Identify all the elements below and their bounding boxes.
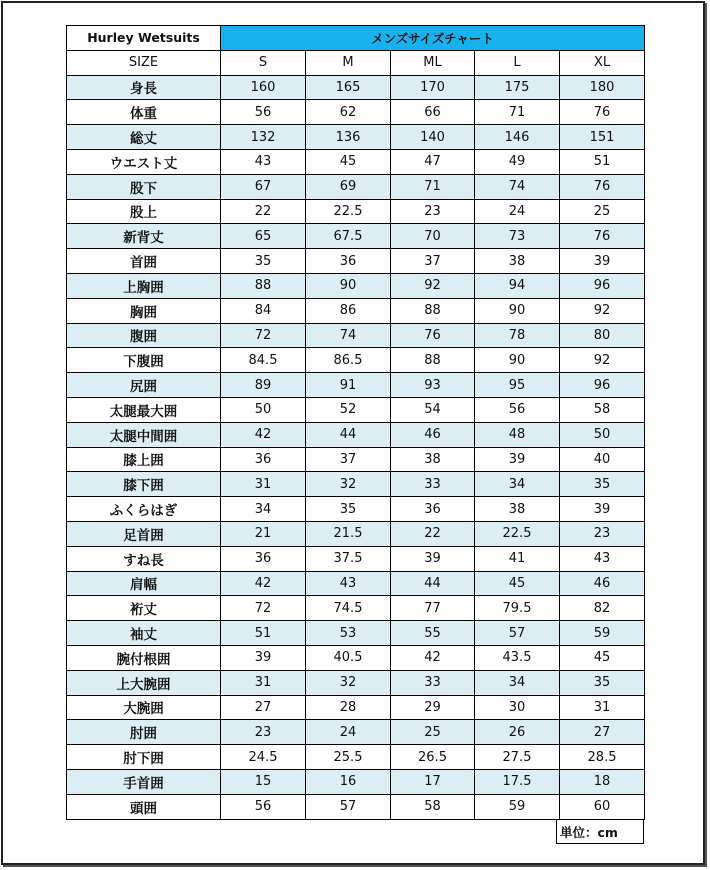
measurement-label: 裄丈	[67, 596, 221, 621]
table-row	[67, 497, 645, 522]
measurement-value: 67.5	[306, 224, 391, 249]
measurement-label: 首囲	[67, 249, 221, 274]
measurement-value: 56	[221, 794, 306, 819]
table-row	[67, 273, 645, 298]
measurement-value: 25.5	[306, 745, 391, 770]
measurement-value: 37	[391, 249, 475, 274]
measurement-value: 74	[475, 174, 560, 199]
measurement-value: 45	[560, 645, 645, 670]
measurement-value: 160	[221, 75, 306, 100]
measurement-value: 77	[391, 596, 475, 621]
measurement-value: 56	[221, 100, 306, 125]
table-row	[67, 670, 645, 695]
measurement-value: 35	[306, 497, 391, 522]
measurement-value: 44	[391, 571, 475, 596]
measurement-value: 34	[475, 670, 560, 695]
measurement-value: 146	[475, 125, 560, 150]
table-row	[67, 174, 645, 199]
chart-title: メンズサイズチャート	[221, 26, 645, 51]
measurement-value: 23	[391, 199, 475, 224]
measurement-value: 24.5	[221, 745, 306, 770]
measurement-value: 92	[391, 273, 475, 298]
measurement-value: 72	[221, 596, 306, 621]
measurement-value: 136	[306, 125, 391, 150]
measurement-value: 37.5	[306, 546, 391, 571]
measurement-label: 体重	[67, 100, 221, 125]
measurement-value: 94	[475, 273, 560, 298]
measurement-value: 90	[475, 298, 560, 323]
measurement-value: 71	[391, 174, 475, 199]
measurement-label: 総丈	[67, 125, 221, 150]
measurement-value: 59	[560, 621, 645, 646]
measurement-value: 165	[306, 75, 391, 100]
measurement-value: 22	[221, 199, 306, 224]
table-row	[67, 769, 645, 794]
measurement-value: 38	[475, 249, 560, 274]
measurement-value: 45	[306, 149, 391, 174]
measurement-value: 15	[221, 769, 306, 794]
measurement-value: 35	[560, 670, 645, 695]
measurement-value: 26.5	[391, 745, 475, 770]
table-row	[67, 224, 645, 249]
table-row	[67, 546, 645, 571]
measurement-value: 59	[475, 794, 560, 819]
table-row	[67, 298, 645, 323]
brand-name: Hurley Wetsuits	[67, 26, 221, 51]
measurement-label: 股上	[67, 199, 221, 224]
size-header-row	[67, 50, 645, 75]
measurement-value: 72	[221, 323, 306, 348]
measurement-value: 45	[475, 571, 560, 596]
measurement-value: 151	[560, 125, 645, 150]
measurement-label: 尻囲	[67, 373, 221, 398]
table-row	[67, 149, 645, 174]
measurement-value: 39	[475, 447, 560, 472]
measurement-label: 頭囲	[67, 794, 221, 819]
measurement-value: 36	[221, 447, 306, 472]
measurement-value: 39	[221, 645, 306, 670]
measurement-value: 36	[391, 497, 475, 522]
measurement-value: 28	[306, 695, 391, 720]
measurement-value: 58	[391, 794, 475, 819]
measurement-value: 52	[306, 397, 391, 422]
measurement-value: 42	[391, 645, 475, 670]
size-column-header: XL	[560, 50, 645, 75]
size-chart-table	[66, 25, 645, 820]
measurement-value: 43.5	[475, 645, 560, 670]
measurement-label: 膝上囲	[67, 447, 221, 472]
measurement-value: 84	[221, 298, 306, 323]
measurement-value: 76	[560, 174, 645, 199]
measurement-value: 39	[560, 249, 645, 274]
measurement-value: 88	[391, 348, 475, 373]
measurement-value: 28.5	[560, 745, 645, 770]
measurement-value: 43	[306, 571, 391, 596]
table-row	[67, 397, 645, 422]
measurement-value: 22.5	[475, 521, 560, 546]
table-row	[67, 571, 645, 596]
measurement-value: 180	[560, 75, 645, 100]
size-chart-body	[67, 26, 645, 820]
measurement-value: 39	[391, 546, 475, 571]
measurement-label: 大腕囲	[67, 695, 221, 720]
table-row	[67, 323, 645, 348]
measurement-value: 62	[306, 100, 391, 125]
measurement-value: 38	[475, 497, 560, 522]
measurement-value: 42	[221, 422, 306, 447]
measurement-label: 足首囲	[67, 521, 221, 546]
measurement-value: 36	[306, 249, 391, 274]
measurement-value: 89	[221, 373, 306, 398]
measurement-value: 76	[391, 323, 475, 348]
measurement-label: 肘囲	[67, 720, 221, 745]
measurement-value: 78	[475, 323, 560, 348]
table-row	[67, 422, 645, 447]
unit-note: 単位：cm	[556, 820, 644, 844]
measurement-label: 腕付根囲	[67, 645, 221, 670]
measurement-value: 84.5	[221, 348, 306, 373]
table-row	[67, 521, 645, 546]
measurement-value: 69	[306, 174, 391, 199]
measurement-value: 43	[560, 546, 645, 571]
measurement-value: 95	[475, 373, 560, 398]
measurement-value: 33	[391, 670, 475, 695]
measurement-value: 175	[475, 75, 560, 100]
table-row	[67, 720, 645, 745]
measurement-label: 上胸囲	[67, 273, 221, 298]
measurement-value: 76	[560, 224, 645, 249]
table-row	[67, 745, 645, 770]
measurement-value: 58	[560, 397, 645, 422]
table-row	[67, 100, 645, 125]
measurement-value: 91	[306, 373, 391, 398]
measurement-value: 31	[560, 695, 645, 720]
measurement-label: ふくらはぎ	[67, 497, 221, 522]
table-row	[67, 596, 645, 621]
measurement-value: 22	[391, 521, 475, 546]
measurement-value: 54	[391, 397, 475, 422]
measurement-label: ウエスト丈	[67, 149, 221, 174]
measurement-value: 36	[221, 546, 306, 571]
measurement-value: 60	[560, 794, 645, 819]
title-row	[67, 26, 645, 51]
measurement-value: 16	[306, 769, 391, 794]
measurement-value: 93	[391, 373, 475, 398]
measurement-label: 身長	[67, 75, 221, 100]
measurement-value: 70	[391, 224, 475, 249]
table-row	[67, 199, 645, 224]
measurement-value: 31	[221, 472, 306, 497]
measurement-value: 51	[560, 149, 645, 174]
measurement-value: 67	[221, 174, 306, 199]
measurement-value: 56	[475, 397, 560, 422]
measurement-value: 90	[306, 273, 391, 298]
measurement-value: 39	[560, 497, 645, 522]
measurement-value: 23	[560, 521, 645, 546]
measurement-value: 27	[221, 695, 306, 720]
measurement-value: 96	[560, 373, 645, 398]
measurement-value: 71	[475, 100, 560, 125]
measurement-label: 新背丈	[67, 224, 221, 249]
table-row	[67, 472, 645, 497]
size-column-header: M	[306, 50, 391, 75]
measurement-value: 57	[475, 621, 560, 646]
measurement-value: 22.5	[306, 199, 391, 224]
measurement-label: 太腿最大囲	[67, 397, 221, 422]
size-column-header: S	[221, 50, 306, 75]
measurement-value: 43	[221, 149, 306, 174]
measurement-value: 18	[560, 769, 645, 794]
table-row	[67, 373, 645, 398]
measurement-value: 49	[475, 149, 560, 174]
measurement-label: すね長	[67, 546, 221, 571]
measurement-value: 48	[475, 422, 560, 447]
measurement-value: 47	[391, 149, 475, 174]
measurement-value: 24	[475, 199, 560, 224]
measurement-label: 袖丈	[67, 621, 221, 646]
measurement-label: 手首囲	[67, 769, 221, 794]
measurement-label: 太腿中間囲	[67, 422, 221, 447]
measurement-value: 86	[306, 298, 391, 323]
measurement-value: 29	[391, 695, 475, 720]
measurement-value: 53	[306, 621, 391, 646]
measurement-value: 57	[306, 794, 391, 819]
measurement-label: 膝下囲	[67, 472, 221, 497]
measurement-value: 88	[221, 273, 306, 298]
measurement-value: 21	[221, 521, 306, 546]
measurement-value: 17.5	[475, 769, 560, 794]
measurement-value: 79.5	[475, 596, 560, 621]
measurement-label: 胸囲	[67, 298, 221, 323]
measurement-value: 25	[560, 199, 645, 224]
measurement-value: 50	[560, 422, 645, 447]
measurement-value: 32	[306, 472, 391, 497]
measurement-value: 26	[475, 720, 560, 745]
measurement-value: 82	[560, 596, 645, 621]
measurement-value: 30	[475, 695, 560, 720]
table-row	[67, 645, 645, 670]
measurement-value: 76	[560, 100, 645, 125]
measurement-value: 55	[391, 621, 475, 646]
measurement-value: 40.5	[306, 645, 391, 670]
measurement-value: 88	[391, 298, 475, 323]
measurement-value: 21.5	[306, 521, 391, 546]
table-row	[67, 794, 645, 819]
table-row	[67, 75, 645, 100]
measurement-value: 24	[306, 720, 391, 745]
measurement-value: 37	[306, 447, 391, 472]
size-column-header: ML	[391, 50, 475, 75]
measurement-value: 27.5	[475, 745, 560, 770]
size-column-header: L	[475, 50, 560, 75]
measurement-value: 33	[391, 472, 475, 497]
measurement-value: 90	[475, 348, 560, 373]
measurement-value: 17	[391, 769, 475, 794]
measurement-value: 86.5	[306, 348, 391, 373]
measurement-value: 170	[391, 75, 475, 100]
measurement-value: 42	[221, 571, 306, 596]
measurement-value: 34	[475, 472, 560, 497]
measurement-value: 23	[221, 720, 306, 745]
table-row	[67, 125, 645, 150]
measurement-value: 132	[221, 125, 306, 150]
measurement-value: 34	[221, 497, 306, 522]
measurement-value: 31	[221, 670, 306, 695]
measurement-value: 74	[306, 323, 391, 348]
measurement-value: 46	[391, 422, 475, 447]
measurement-value: 41	[475, 546, 560, 571]
measurement-value: 35	[221, 249, 306, 274]
measurement-label: 下腹囲	[67, 348, 221, 373]
measurement-value: 38	[391, 447, 475, 472]
table-row	[67, 249, 645, 274]
measurement-label: 腹囲	[67, 323, 221, 348]
measurement-value: 74.5	[306, 596, 391, 621]
measurement-value: 50	[221, 397, 306, 422]
measurement-label: 上大腕囲	[67, 670, 221, 695]
measurement-value: 27	[560, 720, 645, 745]
measurement-value: 51	[221, 621, 306, 646]
measurement-value: 80	[560, 323, 645, 348]
measurement-label: 肩幅	[67, 571, 221, 596]
measurement-value: 92	[560, 298, 645, 323]
measurement-value: 140	[391, 125, 475, 150]
measurement-value: 65	[221, 224, 306, 249]
measurement-value: 44	[306, 422, 391, 447]
table-row	[67, 695, 645, 720]
size-header-label: SIZE	[67, 50, 221, 75]
table-row	[67, 621, 645, 646]
measurement-value: 25	[391, 720, 475, 745]
table-row	[67, 447, 645, 472]
measurement-value: 32	[306, 670, 391, 695]
measurement-value: 35	[560, 472, 645, 497]
measurement-value: 96	[560, 273, 645, 298]
measurement-label: 肘下囲	[67, 745, 221, 770]
measurement-value: 66	[391, 100, 475, 125]
measurement-label: 股下	[67, 174, 221, 199]
table-row	[67, 348, 645, 373]
measurement-value: 73	[475, 224, 560, 249]
measurement-value: 92	[560, 348, 645, 373]
measurement-value: 46	[560, 571, 645, 596]
measurement-value: 40	[560, 447, 645, 472]
